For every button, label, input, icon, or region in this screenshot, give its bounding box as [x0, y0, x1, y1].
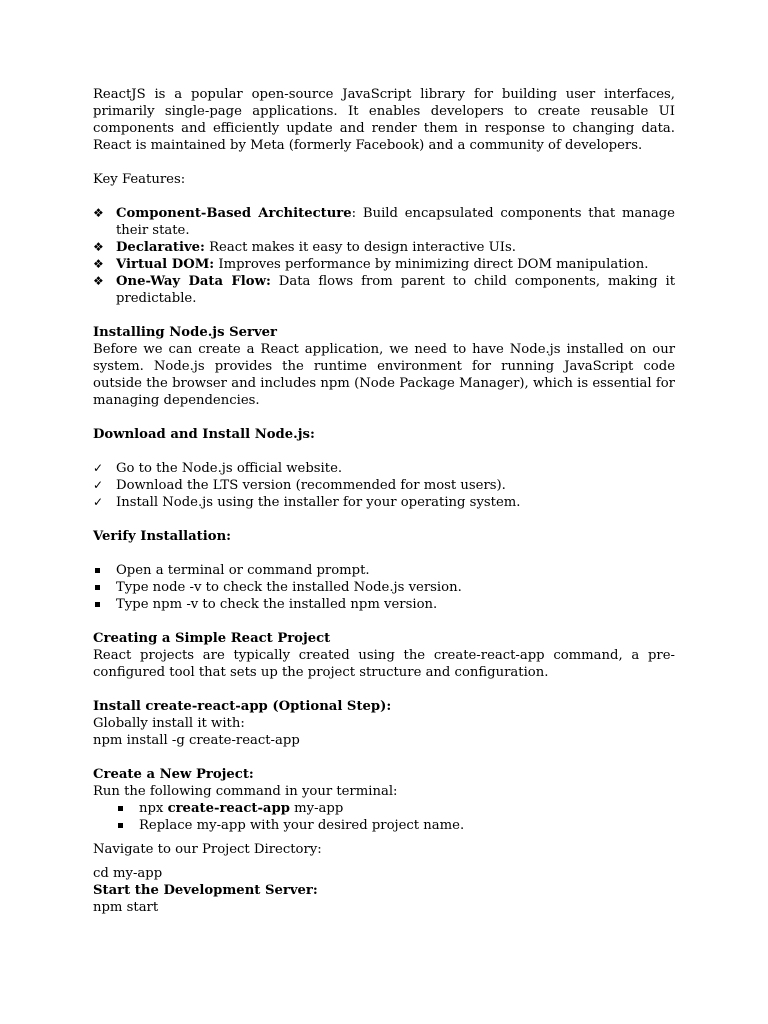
square-bullet-icon: [95, 602, 100, 607]
download-steps-list: [93, 460, 675, 511]
install-cra-command: npm install -g create-react-app: [93, 733, 300, 748]
list-item: [93, 205, 675, 239]
list-item: [93, 494, 675, 511]
feature-text: : Build encapsulated components that manage their state.: [116, 206, 675, 238]
new-project-steps-list: [93, 800, 675, 834]
verify-steps-list: [93, 562, 675, 613]
list-item: [93, 460, 675, 477]
new-project-line: Run the following command in your terminal:: [93, 784, 398, 799]
feature-term: One-Way Data Flow:: [116, 274, 271, 289]
list-item: [93, 239, 675, 256]
diamond-bullet-icon: ❖: [93, 274, 104, 288]
feature-term: Declarative:: [116, 240, 205, 255]
diamond-bullet-icon: ❖: [93, 240, 104, 254]
intro-paragraph: ReactJS is a popular open-source JavaScript library for building user interfaces, primarily single-page applications. It enables developers to create reusable UI components and efficiently update and render them in response to changing data. React is maintained by Meta (formerly Facebook) and a community of developers.: [93, 87, 675, 153]
dev-server-heading: Start the Development Server:: [93, 883, 318, 898]
list-item: [93, 477, 675, 494]
checkmark-icon: ✓: [93, 461, 104, 475]
install-node-heading: Installing Node.js Server: [93, 325, 277, 340]
navigate-line: Navigate to our Project Directory:: [93, 842, 322, 857]
list-item: [93, 256, 675, 273]
list-item-text: Download the LTS version (recommended for most users).: [116, 478, 506, 493]
list-item-text: Type npm -v to check the installed npm version.: [116, 597, 438, 612]
verify-heading: Verify Installation:: [93, 529, 232, 544]
checkmark-icon: ✓: [93, 478, 104, 492]
list-item: [93, 800, 675, 817]
list-item-text: Open a terminal or command prompt.: [116, 563, 370, 578]
install-node-paragraph: Before we can create a React application, we need to have Node.js installed on our system. Node.js provides the runtime environment for running JavaScript code outside the browser and includes npm (Node Package Manager), which is essential for managing dependencies.: [93, 342, 675, 408]
key-features-heading: Key Features:: [93, 172, 186, 187]
npx-prefix: npx: [139, 801, 168, 816]
list-item: [93, 562, 675, 579]
feature-text: Data flows from parent to child components, making it predictable.: [116, 274, 675, 306]
cd-command: cd my-app: [93, 866, 163, 881]
npx-suffix: my-app: [289, 801, 344, 816]
feature-text: Improves performance by minimizing direct DOM manipulation.: [214, 257, 649, 272]
document-page: [93, 86, 675, 916]
checkmark-icon: ✓: [93, 495, 104, 509]
install-cra-line: Globally install it with:: [93, 716, 245, 731]
list-item: [93, 273, 675, 307]
creating-project-paragraph: React projects are typically created using the create-react-app command, a pre-configured tool that sets up the project structure and configuration.: [93, 648, 675, 680]
square-bullet-icon: [95, 568, 100, 573]
square-bullet-icon: [118, 806, 123, 811]
diamond-bullet-icon: ❖: [93, 206, 104, 220]
list-item-text: Replace my-app with your desired project name.: [139, 818, 465, 833]
new-project-heading: Create a New Project:: [93, 767, 254, 782]
list-item-text: Type node -v to check the installed Node.js version.: [116, 580, 462, 595]
square-bullet-icon: [118, 823, 123, 828]
list-item-text: Go to the Node.js official website.: [116, 461, 343, 476]
key-features-list: [93, 205, 675, 307]
npm-start-command: npm start: [93, 900, 159, 915]
list-item: [93, 817, 675, 834]
creating-project-heading: Creating a Simple React Project: [93, 631, 331, 646]
diamond-bullet-icon: ❖: [93, 257, 104, 271]
download-heading: Download and Install Node.js:: [93, 427, 315, 442]
list-item: [93, 596, 675, 613]
install-cra-heading: Install create-react-app (Optional Step):: [93, 699, 392, 714]
list-item-text: Install Node.js using the installer for your operating system.: [116, 495, 521, 510]
feature-text: React makes it easy to design interactive UIs.: [204, 240, 516, 255]
list-item: [93, 579, 675, 596]
feature-term: Virtual DOM:: [116, 257, 215, 272]
feature-term: Component-Based Architecture: [116, 206, 352, 221]
square-bullet-icon: [95, 585, 100, 590]
npx-command: create-react-app: [167, 801, 290, 816]
